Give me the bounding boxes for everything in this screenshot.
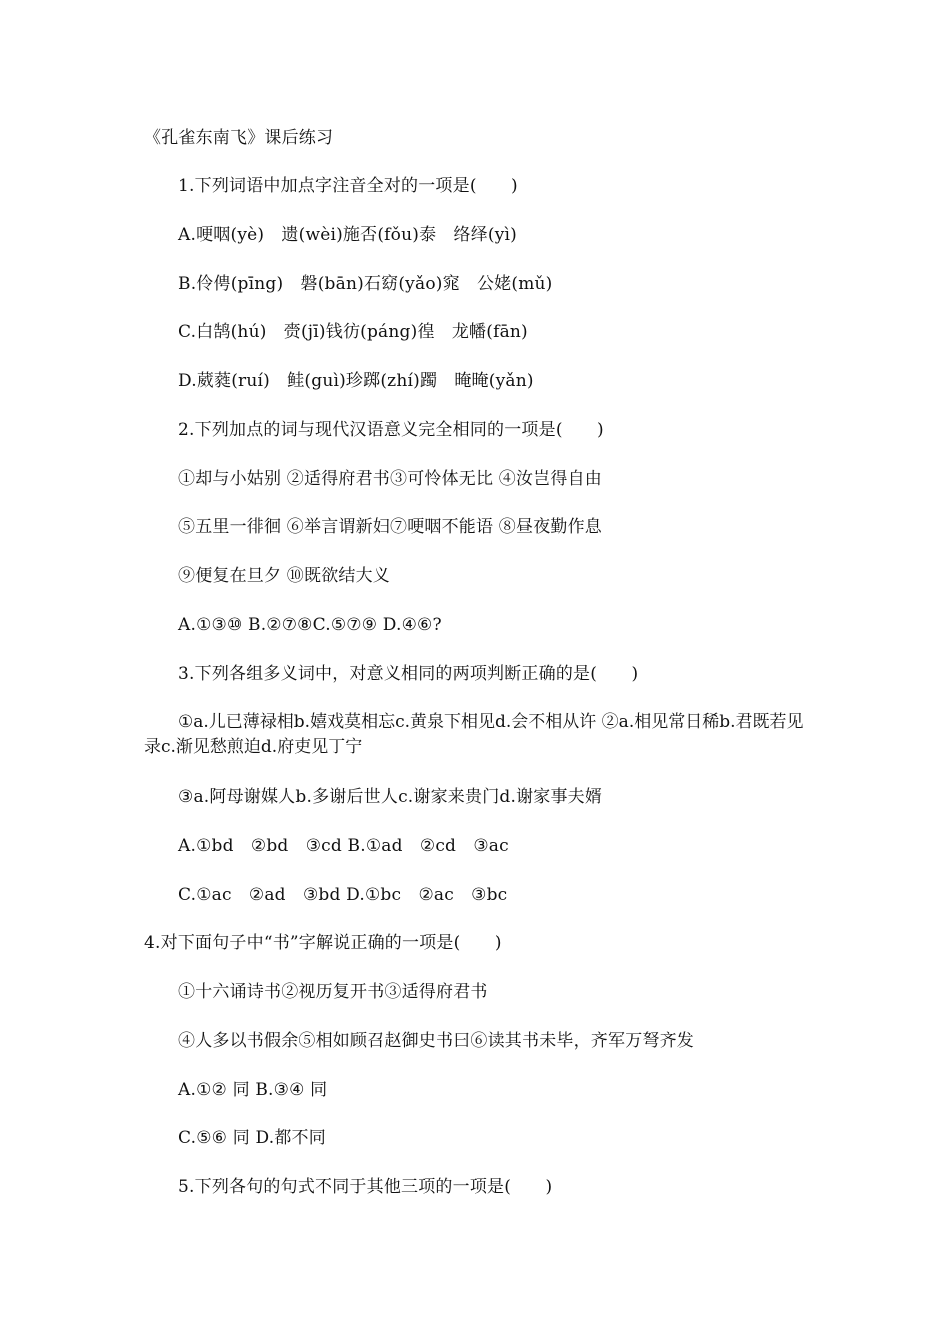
question-3-stem: 3.下列各组多义词中，对意义相同的两项判断正确的是( ) xyxy=(178,664,639,684)
question-3-group-3: ③a.阿母谢媒人b.多谢后世人c.谢家来贵门d.谢家事夫婿 xyxy=(178,787,603,807)
question-1-option-c: C.白鹄(hú) 赍(jī)钱彷(páng)徨 龙幡(fān) xyxy=(178,322,528,342)
question-2-line-1: ①却与小姑别 ②适得府君书③可怜体无比 ④汝岂得自由 xyxy=(178,469,603,489)
question-1-option-b: B.伶俜(pīng) 磐(bān)石窈(yǎo)窕 公姥(mǔ) xyxy=(178,274,553,294)
document-title: 《孔雀东南飞》课后练习 xyxy=(144,128,334,148)
question-3-groups-1-2: ①a.儿已薄禄相b.嬉戏莫相忘c.黄泉下相见d.会不相从许 ②a.相见常日稀b.君既若见录c.渐见愁煎迫d.府吏见丁宁 xyxy=(144,712,804,757)
question-4-options-ab: A.①② 同 B.③④ 同 xyxy=(178,1080,328,1100)
question-3-options-ab: A.①bd ②bd ③cd B.①ad ②cd ③ac xyxy=(178,836,509,856)
question-4-options-cd: C.⑤⑥ 同 D.都不同 xyxy=(178,1128,326,1148)
question-3-options-cd: C.①ac ②ad ③bd D.①bc ②ac ③bc xyxy=(178,885,508,905)
question-4-line-2: ④人多以书假余⑤相如顾召赵御史书曰⑥读其书未毕，齐军万弩齐发 xyxy=(178,1031,694,1051)
question-2-stem: 2.下列加点的词与现代汉语意义完全相同的一项是( ) xyxy=(178,420,604,440)
question-2-line-3: ⑨便复在旦夕 ⑩既欲结大义 xyxy=(178,566,391,586)
question-4-line-1: ①十六诵诗书②视历复开书③适得府君书 xyxy=(178,982,488,1002)
question-1-stem: 1.下列词语中加点字注音全对的一项是( ) xyxy=(178,176,518,196)
question-1-option-a: A.哽咽(yè) 遗(wèi)施否(fǒu)泰 络绎(yì) xyxy=(178,225,517,245)
question-4-stem: 4.对下面句子中“书”字解说正确的一项是( ) xyxy=(144,933,502,953)
question-5-stem: 5.下列各句的句式不同于其他三项的一项是( ) xyxy=(178,1177,553,1197)
question-2-options: A.①③⑩ B.②⑦⑧C.⑤⑦⑨ D.④⑥? xyxy=(178,615,442,635)
question-2-line-2: ⑤五里一徘徊 ⑥举言谓新妇⑦哽咽不能语 ⑧昼夜勤作息 xyxy=(178,517,603,537)
question-1-option-d: D.葳蕤(ruí) 鲑(guì)珍踯(zhí)躅 晻晻(yǎn) xyxy=(178,371,534,391)
